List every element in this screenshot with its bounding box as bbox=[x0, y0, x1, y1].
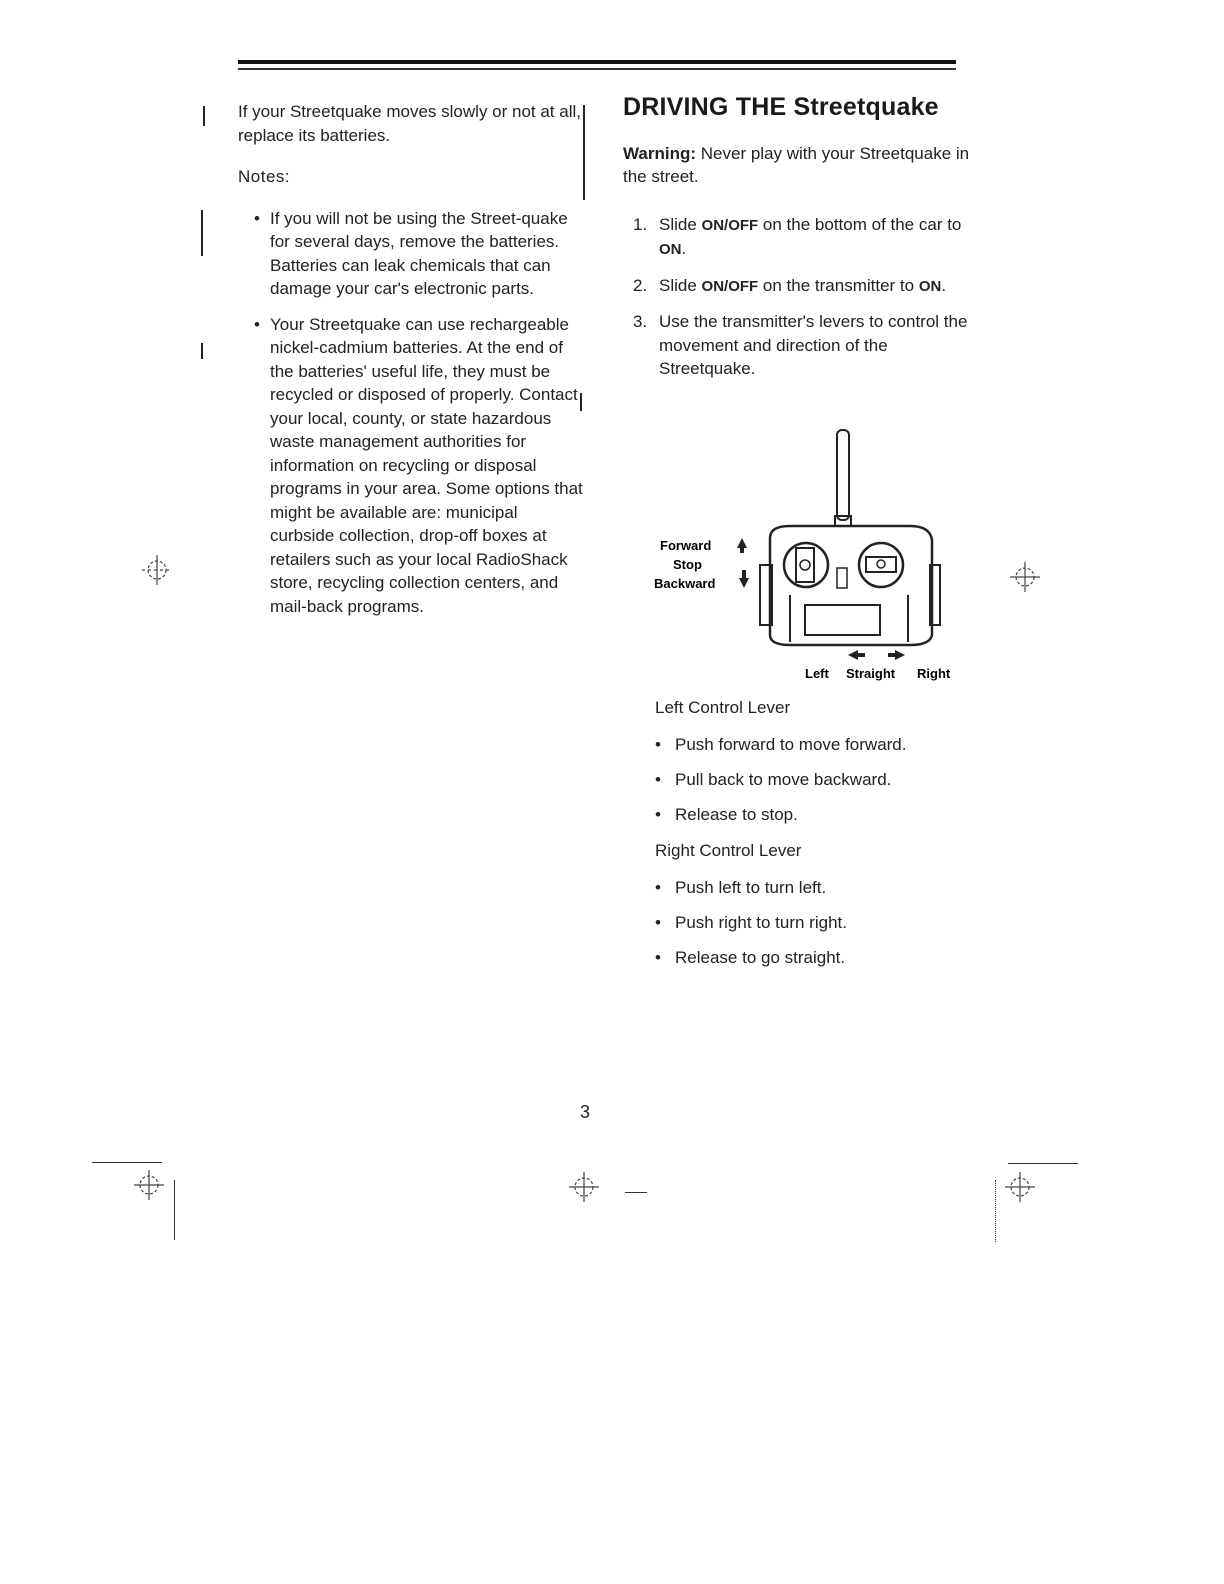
registration-mark-icon bbox=[1008, 560, 1042, 594]
step-strong: ON/OFF bbox=[701, 216, 759, 234]
crop-line bbox=[92, 1162, 162, 1163]
column-divider bbox=[583, 105, 585, 200]
page-number: 3 bbox=[580, 1102, 591, 1122]
registration-mark-icon bbox=[132, 1168, 166, 1202]
step-strong: ON/OFF bbox=[701, 277, 759, 295]
step-text: on the transmitter to bbox=[758, 275, 919, 295]
notes-label: Notes: bbox=[238, 167, 291, 186]
step-strong: ON bbox=[659, 241, 682, 258]
step-item bbox=[633, 310, 983, 381]
warning-label: Warning: bbox=[623, 143, 697, 163]
list-item: • Push right to turn right. bbox=[655, 913, 975, 948]
left-lever-title: Left Control Lever bbox=[655, 698, 791, 717]
crop-line bbox=[174, 1180, 175, 1240]
label-right: Right bbox=[917, 666, 951, 681]
crop-line bbox=[625, 1192, 647, 1193]
step-number: 2. bbox=[633, 275, 648, 295]
label-forward: Forward bbox=[660, 538, 712, 553]
list-item: • Pull back to move backward. bbox=[655, 770, 975, 805]
registration-mark-icon bbox=[1003, 1170, 1037, 1204]
step-text: Slide bbox=[659, 214, 702, 234]
left-lever-icon bbox=[784, 543, 828, 587]
registration-mark-icon bbox=[140, 553, 174, 587]
left-lever-list bbox=[655, 735, 975, 840]
step-text: . bbox=[941, 275, 947, 295]
crop-line bbox=[995, 1180, 997, 1242]
step-text: Slide bbox=[659, 275, 702, 295]
top-rule bbox=[238, 60, 956, 64]
steps-list bbox=[623, 213, 983, 381]
list-item: • Release to go straight. bbox=[655, 948, 975, 983]
label-straight: Straight bbox=[846, 666, 896, 681]
power-switch-icon bbox=[837, 568, 847, 588]
warning bbox=[623, 142, 983, 189]
section-heading: DRIVING THE Streetquake bbox=[623, 93, 939, 121]
left-column bbox=[238, 100, 583, 630]
warning-text: Never play with your Streetquake in the street. bbox=[623, 143, 970, 186]
transmitter-illustration bbox=[640, 420, 980, 690]
change-bar bbox=[201, 210, 203, 256]
step-text: on the bottom of the car to bbox=[758, 214, 962, 234]
change-bar bbox=[201, 343, 203, 359]
battery-intro: If your Streetquake moves slowly or not at all, replace its batteries. bbox=[238, 102, 581, 145]
arrow-left-icon bbox=[848, 650, 858, 660]
arrow-up-icon bbox=[737, 538, 747, 548]
change-bar bbox=[203, 106, 205, 126]
step-number: 1. bbox=[633, 214, 648, 234]
list-item: • Push forward to move forward. bbox=[655, 735, 975, 770]
right-column bbox=[623, 93, 983, 393]
top-rule-secondary bbox=[238, 68, 956, 70]
note-item: • If you will not be using the Street-quake for several days, remove the batteries. Batteries can leak chemicals that can damage your car's electronic parts. bbox=[254, 207, 583, 301]
arrow-down-icon bbox=[739, 578, 749, 588]
step-strong: ON bbox=[918, 277, 942, 295]
step-number: 3. bbox=[633, 312, 648, 331]
step-text: Use the transmitter's levers to control the movement and direction of the Streetquake. bbox=[659, 312, 968, 378]
list-item: • Push left to turn left. bbox=[655, 878, 975, 913]
label-left: Left bbox=[805, 666, 829, 681]
label-backward: Backward bbox=[654, 576, 716, 591]
registration-mark-icon bbox=[567, 1170, 601, 1204]
step-text: . bbox=[681, 239, 687, 258]
right-lever-list bbox=[655, 878, 975, 983]
step-item bbox=[633, 274, 983, 299]
crop-line bbox=[1008, 1163, 1078, 1164]
step-item bbox=[633, 213, 983, 262]
note-item: • Your Streetquake can use rechargeable nickel-cadmium batteries. At the end of the batteries' useful life, they must be recycled or disposed of properly. Contact your local, county, or state hazardous waste management authorities for information on recycling or disposal programs in your area. Some options that might be available are: municipal curbside collection, drop-off boxes at retailers such as your local RadioShack store, recycling collection centers, and mail-back programs. bbox=[254, 313, 583, 619]
notes-list bbox=[238, 207, 583, 619]
label-stop: Stop bbox=[673, 557, 702, 572]
right-lever-title: Right Control Lever bbox=[655, 841, 802, 860]
arrow-right-icon bbox=[895, 650, 905, 660]
list-item: • Release to stop. bbox=[655, 805, 975, 840]
antenna-icon bbox=[837, 430, 849, 520]
